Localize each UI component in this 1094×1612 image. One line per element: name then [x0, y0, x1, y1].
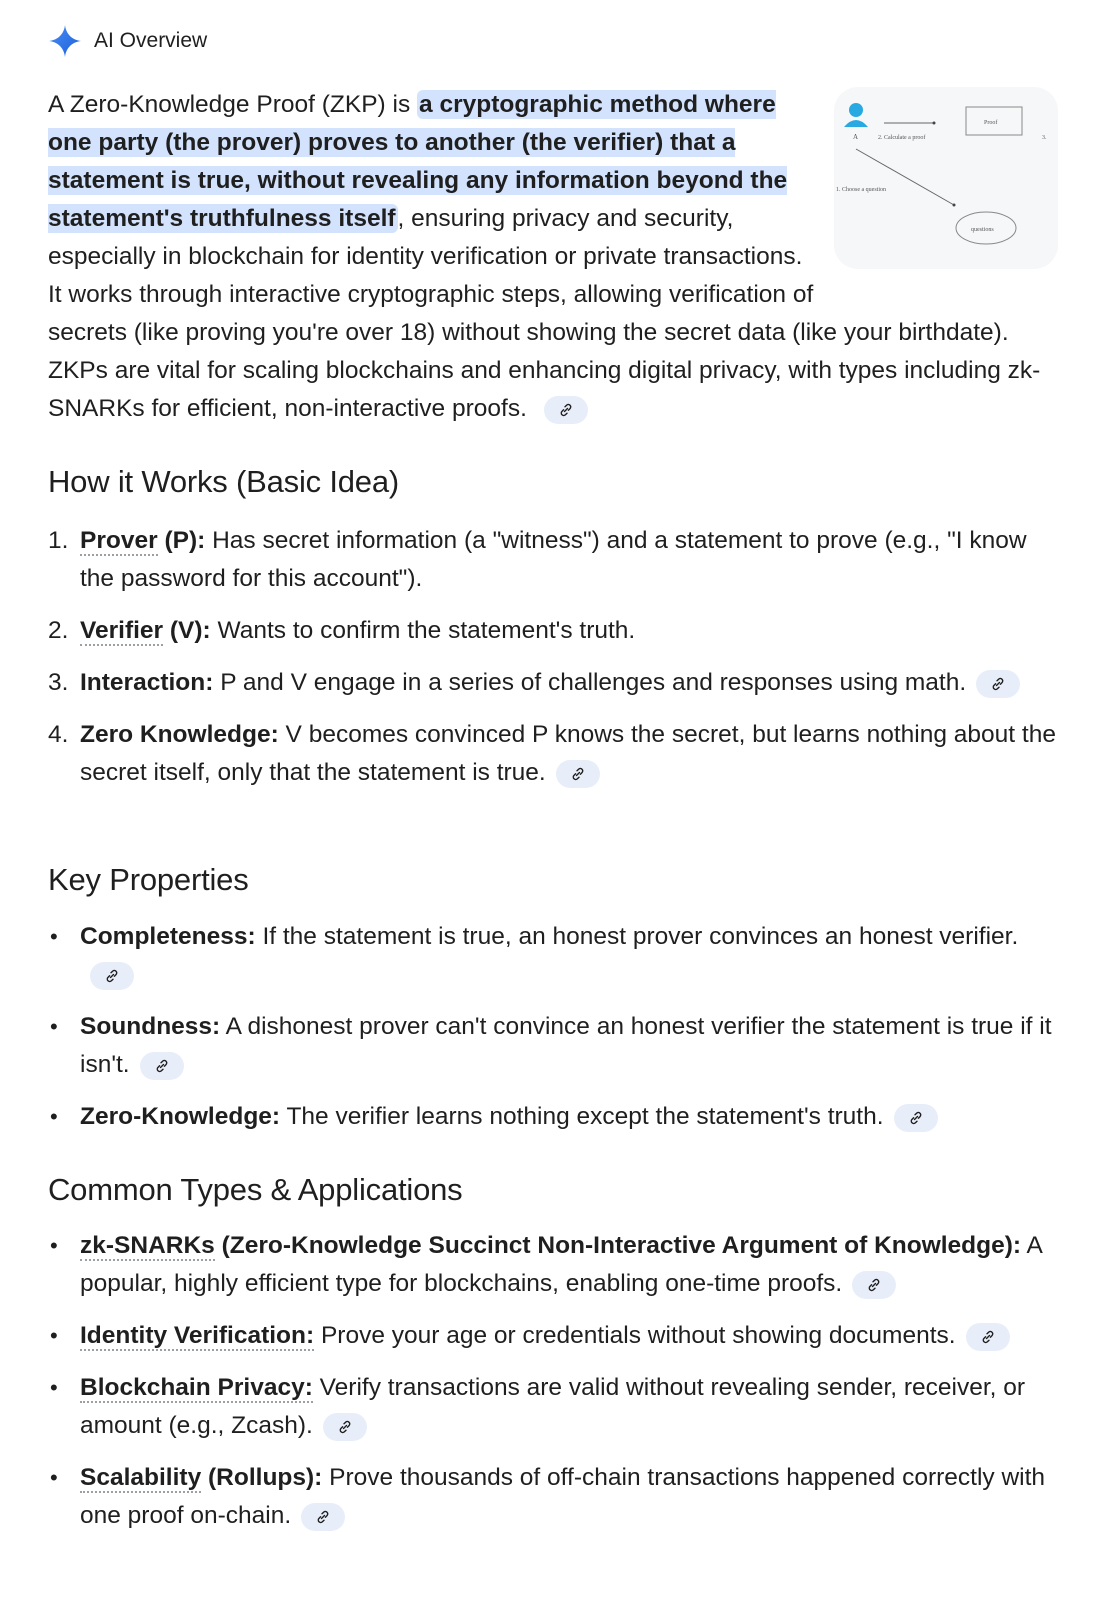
section-title-common-types: Common Types & Applications — [48, 1172, 463, 1207]
bullet: • — [50, 1323, 58, 1348]
bullet: • — [50, 1375, 58, 1400]
bullet: • — [50, 1014, 58, 1039]
link-icon — [154, 1058, 170, 1074]
term-link-zk-snarks[interactable]: zk-SNARKs — [80, 1232, 215, 1259]
term-suffix: (V): — [163, 617, 211, 644]
link-icon — [337, 1419, 353, 1435]
list-number: 3. — [48, 669, 69, 696]
ai-overview-header — [48, 24, 207, 58]
item-text: Prove thousands of off-chain transactions happened correctly with one proof on-chain. — [80, 1464, 1046, 1529]
list-number: 2. — [48, 617, 69, 644]
diagram-label-a: A — [853, 133, 859, 141]
term-link-blockchain-privacy[interactable]: Blockchain Privacy: — [80, 1374, 313, 1401]
term-link-verifier[interactable]: Verifier — [80, 617, 164, 644]
list-item — [48, 1369, 1058, 1445]
diagram-label-questions: questions — [971, 227, 994, 233]
link-icon — [104, 968, 120, 984]
diagram-line — [856, 149, 954, 205]
item-text: V becomes convinced P knows the secret, but learns nothing about the secret itself, only that the statement is true. — [80, 721, 1056, 786]
key-properties-list — [48, 918, 1058, 1150]
list-item — [48, 1317, 1058, 1355]
item-text: A dishonest prover can't convince an honest verifier the statement is true if it isn't. — [80, 1013, 1052, 1078]
list-item — [48, 522, 1058, 598]
intro-highlight: a cryptographic method where one party (the prover) proves to another (the verifier) that a statement is true, without revealing any information beyond the statement's truthfulness itself — [48, 91, 788, 232]
zkp-diagram-thumbnail[interactable] — [834, 87, 1058, 269]
diagram-label-choose: 1. Choose a question — [836, 187, 886, 193]
person-head-icon — [849, 103, 863, 117]
list-item — [48, 1008, 1058, 1084]
list-item — [48, 664, 1058, 702]
term-suffix: (Zero-Knowledge Succinct Non-Interactive Argument of Knowledge): — [214, 1232, 1022, 1259]
link-icon — [558, 402, 574, 418]
section-title-key-properties: Key Properties — [48, 862, 249, 897]
item-text: P and V engage in a series of challenges and responses using math. — [213, 669, 967, 696]
diagram-line-end — [953, 204, 956, 207]
item-text: Wants to confirm the statement's truth. — [210, 617, 636, 644]
list-item — [48, 1227, 1058, 1303]
zkp-diagram — [834, 87, 1058, 269]
diagram-label-three: 3. — [1042, 135, 1047, 141]
item-term: Soundness: — [80, 1013, 221, 1040]
item-term: Zero-Knowledge: — [80, 1103, 281, 1130]
link-icon — [570, 766, 586, 782]
source-link-button[interactable] — [976, 670, 1020, 698]
source-link-button[interactable] — [544, 396, 588, 424]
gemini-spark-icon — [48, 24, 82, 58]
bullet: • — [50, 1233, 58, 1258]
item-term: Zero Knowledge: — [80, 721, 279, 748]
ai-overview-title: AI Overview — [94, 29, 208, 52]
item-term: Interaction: — [80, 669, 214, 696]
source-link-button[interactable] — [323, 1413, 367, 1441]
diagram-label-calc: 2. Calculate a proof — [878, 135, 926, 141]
link-icon — [908, 1110, 924, 1126]
source-link-button[interactable] — [966, 1323, 1010, 1351]
source-link-button[interactable] — [556, 760, 600, 788]
item-text: Has secret information (a "witness") and a statement to prove (e.g., "I know the password for this account"). — [80, 527, 1027, 592]
link-icon — [866, 1277, 882, 1293]
bullet: • — [50, 924, 58, 949]
diagram-label-proof: Proof — [984, 120, 998, 126]
bullet: • — [50, 1104, 58, 1129]
intro-paragraph — [48, 86, 1058, 428]
list-number: 1. — [48, 527, 69, 554]
link-icon — [980, 1329, 996, 1345]
item-term: Completeness: — [80, 923, 256, 950]
source-link-button[interactable] — [852, 1271, 896, 1299]
intro-text-after: , ensuring privacy and security, especially in blockchain for identity verification or private transactions. It works through interactive cryptographic steps, allowing verification of secrets (like proving you're over 18) without showing the secret data (like your birthdate). ZKPs are vital for scaling blockchains and enhancing digital privacy, with types including zk-SNARKs for efficient, non-interactive proofs. — [48, 205, 1041, 422]
source-link-button[interactable] — [90, 962, 134, 990]
term-suffix: (P): — [157, 527, 206, 554]
list-item — [48, 1098, 1058, 1136]
list-item — [48, 612, 1058, 650]
item-text: A popular, highly efficient type for blockchains, enabling one-time proofs. — [80, 1232, 1042, 1297]
link-icon — [315, 1509, 331, 1525]
how-it-works-list — [48, 522, 1058, 806]
section-title-how-it-works: How it Works (Basic Idea) — [48, 464, 400, 499]
term-link-identity-verification[interactable]: Identity Verification: — [80, 1322, 315, 1349]
term-suffix: (Rollups): — [201, 1464, 323, 1491]
source-link-button[interactable] — [301, 1503, 345, 1531]
link-icon — [990, 676, 1006, 692]
item-text: The verifier learns nothing except the statement's truth. — [280, 1103, 884, 1130]
list-item — [48, 716, 1058, 792]
common-types-list — [48, 1227, 1058, 1549]
bullet: • — [50, 1465, 58, 1490]
item-text: If the statement is true, an honest prover convinces an honest verifier. — [255, 923, 1019, 950]
item-text: Prove your age or credentials without showing documents. — [314, 1322, 956, 1349]
source-link-button[interactable] — [894, 1104, 938, 1132]
item-text: Verify transactions are valid without revealing sender, receiver, or amount (e.g., Zcash). — [80, 1374, 1026, 1439]
intro-text-before: A Zero-Knowledge Proof (ZKP) is — [48, 91, 418, 118]
person-body-icon — [844, 120, 868, 127]
list-item — [48, 918, 1058, 994]
list-item — [48, 1459, 1058, 1535]
diagram-arrow-head — [933, 122, 936, 125]
source-link-button[interactable] — [140, 1052, 184, 1080]
term-link-scalability[interactable]: Scalability — [80, 1464, 202, 1491]
term-link-prover[interactable]: Prover — [80, 527, 158, 554]
list-number: 4. — [48, 721, 69, 748]
